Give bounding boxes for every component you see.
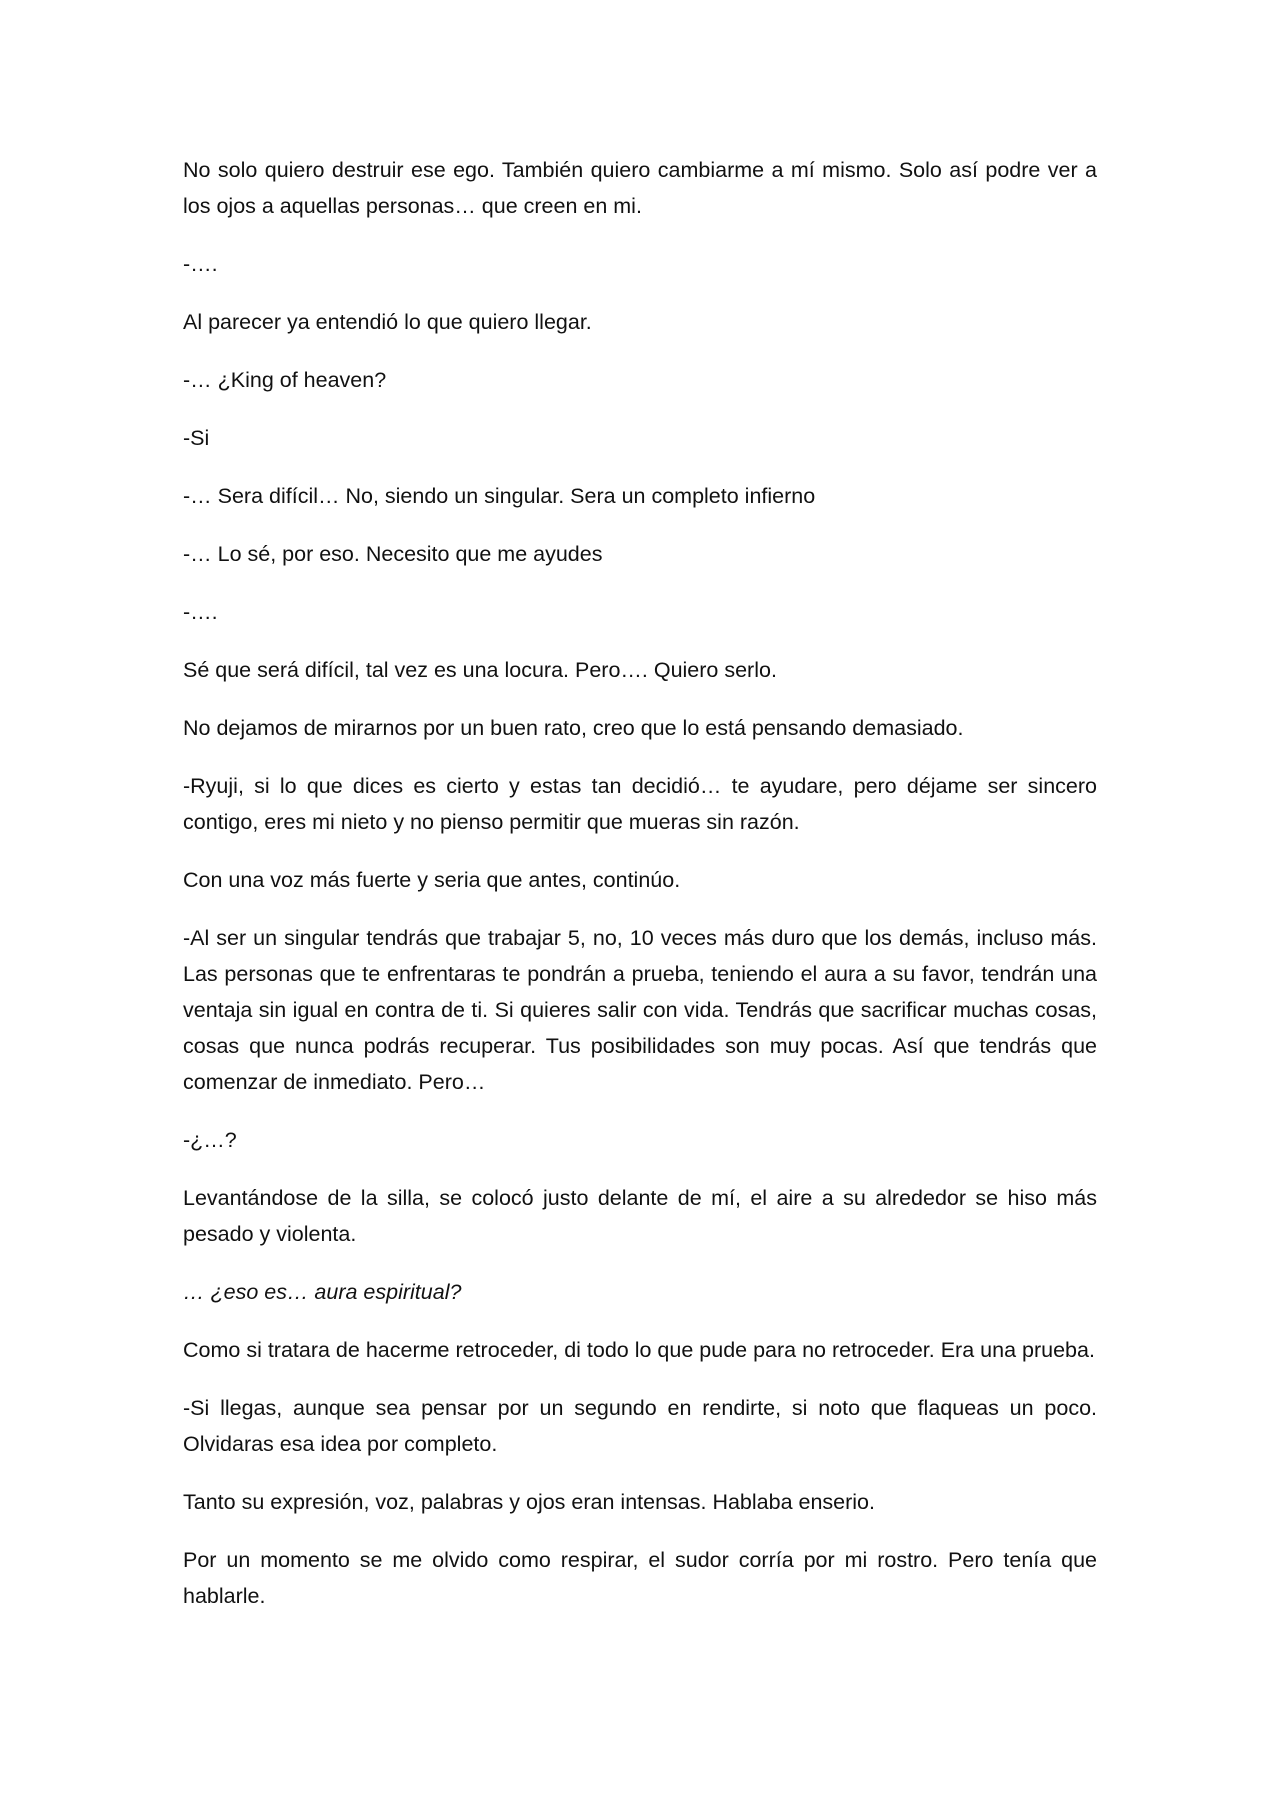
paragraph: -….: [183, 252, 218, 276]
paragraph: -….: [183, 600, 218, 624]
paragraph: Tanto su expresión, voz, palabras y ojos eran intensas. Hablaba enserio.: [183, 1490, 875, 1514]
paragraph: No dejamos de mirarnos por un buen rato, creo que lo está pensando demasiado.: [183, 716, 964, 740]
paragraph: Sé que será difícil, tal vez es una locura. Pero…. Quiero serlo.: [183, 658, 777, 682]
paragraph: Como si tratara de hacerme retroceder, di todo lo que pude para no retroceder. Era una prueba.: [183, 1338, 1095, 1362]
paragraph: Levantándose de la silla, se colocó justo delante de mí, el aire a su alrededor se hiso más pesado y violenta.: [183, 1186, 1097, 1246]
paragraph: -… ¿King of heaven?: [183, 368, 387, 392]
paragraph: -¿…?: [183, 1128, 237, 1152]
paragraph: -Si: [183, 426, 210, 450]
paragraph: -Si llegas, aunque sea pensar por un segundo en rendirte, si noto que flaqueas un poco. Olvidaras esa idea por completo.: [183, 1396, 1097, 1456]
paragraph: No solo quiero destruir ese ego. También quiero cambiarme a mí mismo. Solo así podre ver a los ojos a aquellas personas… que creen en mi.: [183, 158, 1097, 218]
paragraph: Por un momento se me olvido como respirar, el sudor corría por mi rostro. Pero tenía que hablarle.: [183, 1548, 1097, 1608]
paragraph: -… Lo sé, por eso. Necesito que me ayudes: [183, 542, 603, 566]
paragraph: -Al ser un singular tendrás que trabajar 5, no, 10 veces más duro que los demás, incluso más. Las personas que te enfrentaras te pondrán a prueba, teniendo el aura a su favor, tendrán una ventaja sin igual en contra de ti. Si quieres salir con vida. Tendrás que sacrificar muchas cosas, cosas que nunca podrás recuperar. Tus posibilidades son muy pocas. Así que tendrás que comenzar de inmediato. Pero…: [183, 926, 1097, 1094]
paragraph: Con una voz más fuerte y seria que antes, continúo.: [183, 868, 681, 892]
paragraph: -Ryuji, si lo que dices es cierto y estas tan decidió… te ayudare, pero déjame ser sincero contigo, eres mi nieto y no pienso permitir que mueras sin razón.: [183, 774, 1097, 834]
paragraph: -… Sera difícil… No, siendo un singular. Sera un completo infierno: [183, 484, 816, 508]
document-body: [183, 152, 1097, 1614]
paragraph: … ¿eso es… aura espiritual?: [183, 1280, 462, 1304]
paragraph: Al parecer ya entendió lo que quiero llegar.: [183, 310, 592, 334]
